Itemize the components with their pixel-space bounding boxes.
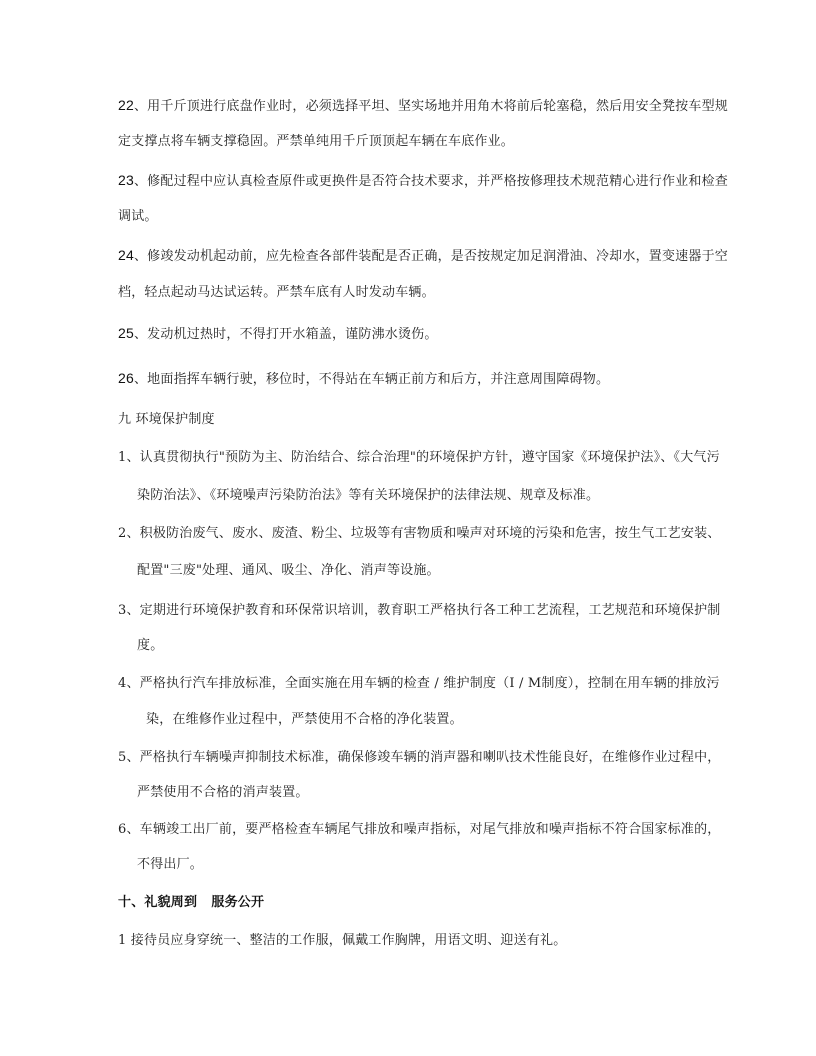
section-9-item-2-line-1: 2、积极防治废气、废水、废渣、粉尘、垃圾等有害物质和噪声对环境的污染和危害，按生气工艺安装、 [118,526,721,541]
item-24-line-1 [118,246,728,266]
section-9-item-5-line-1: 5、严格执行车辆噪声抑制技术标准，确保修竣车辆的消声器和喇叭技术性能良好，在维修作业过程中， [118,750,721,765]
section-9-item-3-line-1: 3、定期进行环境保护教育和环保常识培训，教育职工严格执行各工种工艺流程，工艺规范和环境保护制 [118,603,721,618]
item-22-line-1 [118,96,728,116]
section-9-item-4-line-1: 4、严格执行汽车排放标准，全面实施在用车辆的检查 / 维护制度（I / M制度），控制在用车辆的排放污 [118,676,720,691]
item-number: 26 [118,370,134,386]
item-number: 25 [118,325,134,341]
item-25-line-1 [118,324,438,344]
item-number: 24 [118,247,134,263]
section-9-item-1-line-2: 染防治法》、《环境噪声污染防治法》等有关环境保护的法律法规、规章及标准。 [137,488,600,503]
item-number: 23 [118,172,134,188]
section-10-item-1-line-1: 1 接待员应身穿统一、整洁的工作服，佩戴工作胸牌，用语文明、迎送有礼。 [118,933,567,948]
section-9-item-1-line-1: 1、认真贯彻执行"预防为主、防治结合、综合治理"的环境保护方针，遵守国家《环境保护法》、《大气污 [118,450,720,465]
item-text: 、修配过程中应认真检查原件或更换件是否符合技术要求，并严格按修理技术规范精心进行作业和检查 [133,174,728,189]
section-9-heading: 九 环境保护制度 [118,412,215,427]
item-text: 、修竣发动机起动前，应先检查各部件装配是否正确，是否按规定加足润滑油、冷却水，置变速器于空 [133,249,728,264]
section-9-item-5-line-2: 严禁使用不合格的消声装置。 [137,785,309,800]
item-26-line-1 [118,369,609,389]
item-22-line-2: 定支撑点将车辆支撑稳固。严禁单纯用千斤顶顶起车辆在车底作业。 [118,134,515,149]
section-9-item-2-line-2: 配置"三废"处理、通风、吸尘、净化、消声等设施。 [137,563,440,578]
item-text: 、地面指挥车辆行驶，移位时，不得站在车辆正前方和后方，并注意周围障碍物。 [133,372,610,387]
item-23-line-1 [118,171,728,191]
item-number: 22 [118,97,134,113]
item-23-line-2: 调试。 [118,209,158,224]
section-9-item-6-line-1: 6、车辆竣工出厂前，要严格检查车辆尾气排放和噪声指标，对尾气排放和噪声指标不符合国家标准的， [118,822,721,837]
section-9-item-4-line-2: 染，在维修作业过程中，严禁使用不合格的净化装置。 [146,712,463,727]
section-9-item-6-line-2: 不得出厂。 [137,857,204,872]
item-text: 、发动机过热时，不得打开水箱盖，谨防沸水烫伤。 [133,327,438,342]
item-24-line-2: 档，轻点起动马达试运转。严禁车底有人时发动车辆。 [118,285,435,300]
section-9-item-3-line-2: 度。 [137,638,164,653]
section-10-heading: 十、礼貌周到 服务公开 [118,895,265,910]
item-text: 、用千斤顶进行底盘作业时，必须选择平坦、坚实场地并用角木将前后轮塞稳，然后用安全凳按车型规 [133,99,728,114]
